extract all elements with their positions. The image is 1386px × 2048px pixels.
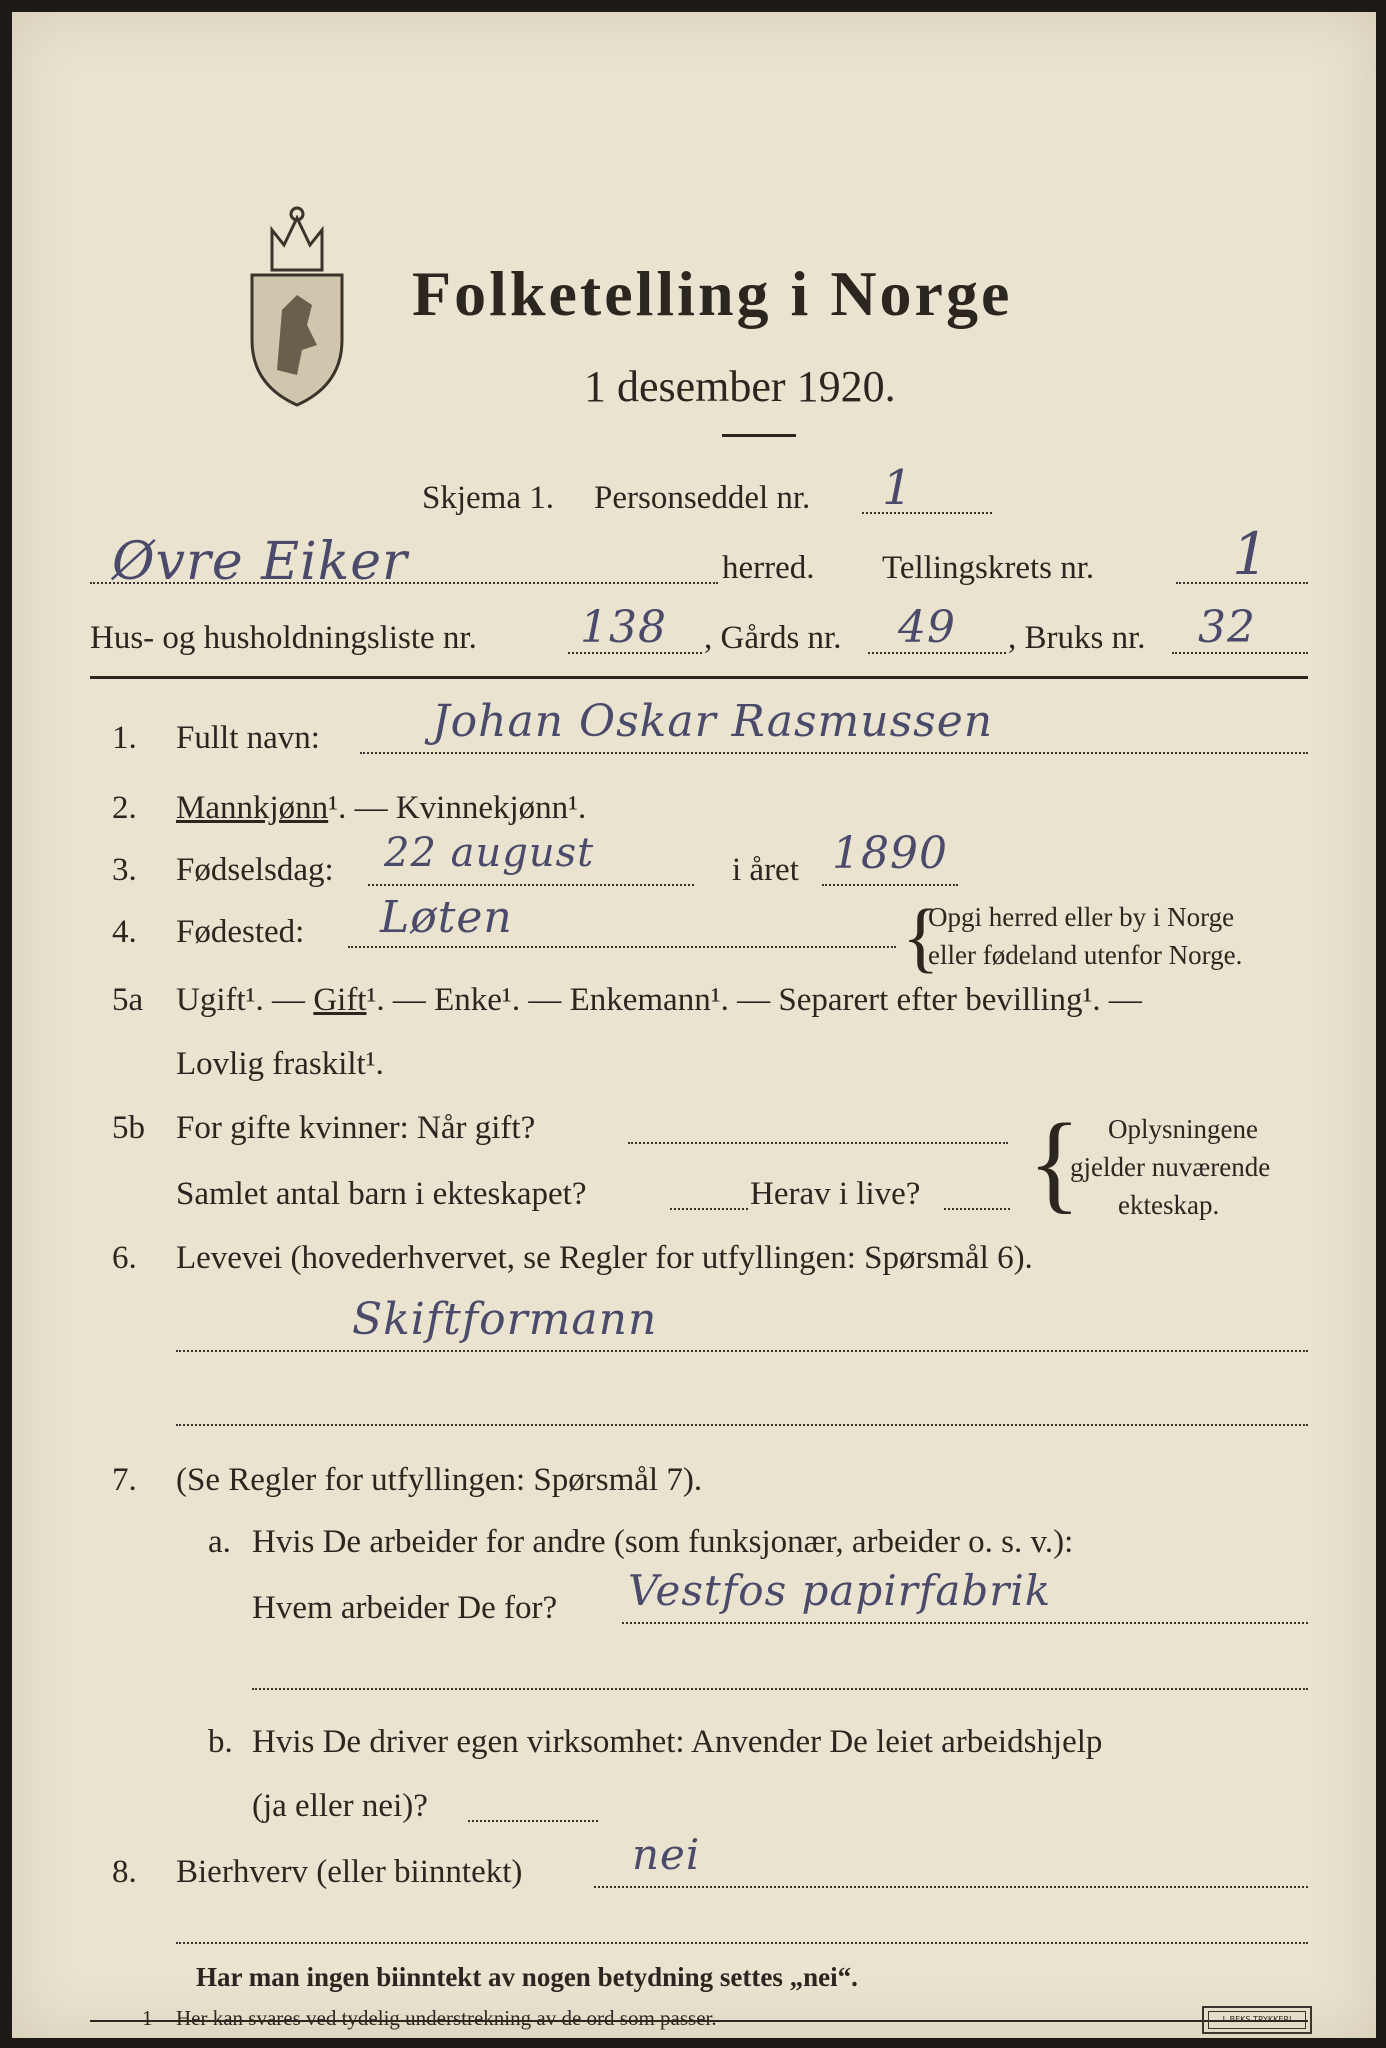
q7a-number: a. [208,1524,231,1560]
hus-value: 138 [580,602,667,653]
herred-label: herred. [722,550,815,586]
footer-note: Har man ingen biinntekt av nogen betydning settes „nei“. [196,1962,858,1992]
hus-label: Hus- og husholdningsliste nr. [90,620,477,656]
personseddel-value: 1 [882,460,914,516]
q4-line [348,946,896,948]
q3-day-line [368,884,694,886]
q3-year-value: 1890 [832,828,948,879]
q5a-number: 5a [112,982,144,1018]
gards-value: 49 [898,602,956,653]
q5b-children-dots [670,1208,748,1210]
q5b-herav-dots [944,1208,1010,1210]
q3-value: 22 august [384,830,595,876]
q8-line [594,1886,1308,1888]
q5a-options [176,980,1142,1020]
q2-options [176,788,586,828]
q7b-number: b. [208,1724,233,1760]
q5b-herav: Herav i live? [750,1176,921,1212]
q4-value: Løten [380,892,513,943]
q7b-line2: (ja eller nei)? [252,1788,428,1824]
census-date: 1 desember 1920. [584,362,896,411]
q5b-brace: { [1028,1101,1081,1223]
q5b-number: 5b [112,1110,145,1146]
personseddel-label: Personseddel nr. [594,480,811,516]
q5b-note-line3: ekteskap. [1118,1190,1220,1220]
q7b-line [468,1820,598,1822]
header-divider [90,676,1308,679]
q4-note-line2: eller fødeland utenfor Norge. [928,940,1243,970]
bruks-value: 32 [1198,602,1256,653]
q7a-extra-line [252,1688,1308,1690]
q4-brace: { [902,893,940,980]
tellingskrets-value: 1 [1232,520,1270,588]
q5b-line1-dots [628,1142,1008,1144]
q6-line1 [176,1350,1308,1352]
q5a-other-options: ¹. — Enke¹. — Enkemann¹. — Separert efter bevilling¹. — [366,982,1142,1018]
q3-label: Fødselsdag: [176,852,334,888]
q5b-note-line2: gjelder nuværende [1070,1152,1271,1182]
q6-line2 [176,1424,1308,1426]
q7a-line2: Hvem arbeider De for? [252,1590,558,1626]
q7a-line [622,1622,1308,1624]
q7a-value: Vestfos papirfabrik [628,1566,1052,1615]
q5a-line2: Lovlig fraskilt¹. [176,1046,384,1082]
q7-label: (Se Regler for utfyllingen: Spørsmål 7). [176,1462,703,1498]
q7a-line1: Hvis De arbeider for andre (som funksjonær, arbeider o. s. v.): [252,1524,1074,1560]
q7b-line1: Hvis De driver egen virksomhet: Anvender De leiet arbeidshjelp [252,1724,1103,1760]
q2-female-option: Kvinnekjønn¹. [395,790,587,826]
printer-stamp [1202,2006,1312,2034]
q8-label: Bierhverv (eller biinntekt) [176,1854,523,1890]
gards-label: , Gårds nr. [704,620,842,656]
q4-number: 4. [112,914,137,950]
bruks-label: , Bruks nr. [1008,620,1146,656]
q3-number: 3. [112,852,137,888]
printer-stamp-text: L.BEKS TRYKKERI [1208,2011,1306,2029]
q8-number: 8. [112,1854,137,1890]
q3-year-label: i året [732,852,799,888]
q2-separator: ¹. — [328,790,396,826]
q2-number: 2. [112,790,137,826]
q1-number: 1. [112,720,137,756]
q4-note-line1: Opgi herred eller by i Norge [928,902,1235,932]
herred-line [90,582,718,584]
q5b-note-line1: Oplysningene [1108,1114,1258,1144]
skjema-label: Skjema 1. [422,480,554,516]
form-title: Folketelling i Norge [412,258,1013,329]
coat-of-arms-icon [242,200,352,410]
herred-value: Øvre Eiker [112,532,408,592]
q8-extra-line [176,1942,1308,1944]
q1-line [360,752,1308,754]
q6-label: Levevei (hovederhvervet, se Regler for utfyllingen: Spørsmål 6). [176,1240,1033,1276]
q5b-line2: Samlet antal barn i ekteskapet? [176,1176,587,1212]
q3-year-line [822,884,958,886]
q1-label: Fullt navn: [176,720,320,756]
q5b-line1: For gifte kvinner: Når gift? [176,1110,536,1146]
q6-number: 6. [112,1240,137,1276]
q1-value: Johan Oskar Rasmussen [432,696,994,747]
footnote-text: Her kan svares ved tydelig understrekning av de ord som passer. [176,2006,717,2030]
q5a-ugift: Ugift¹. — [176,982,314,1018]
q2-male-option: Mannkjønn [176,790,329,826]
census-form [12,12,1376,2038]
q8-value: nei [632,1830,701,1879]
tellingskrets-label: Tellingskrets nr. [882,550,1095,586]
q6-value: Skiftformann [352,1294,658,1345]
q5a-gift: Gift [313,982,367,1018]
q4-label: Fødested: [176,914,305,950]
title-divider [722,434,796,437]
q7-number: 7. [112,1462,137,1498]
footnote-number: 1 [142,2006,153,2030]
